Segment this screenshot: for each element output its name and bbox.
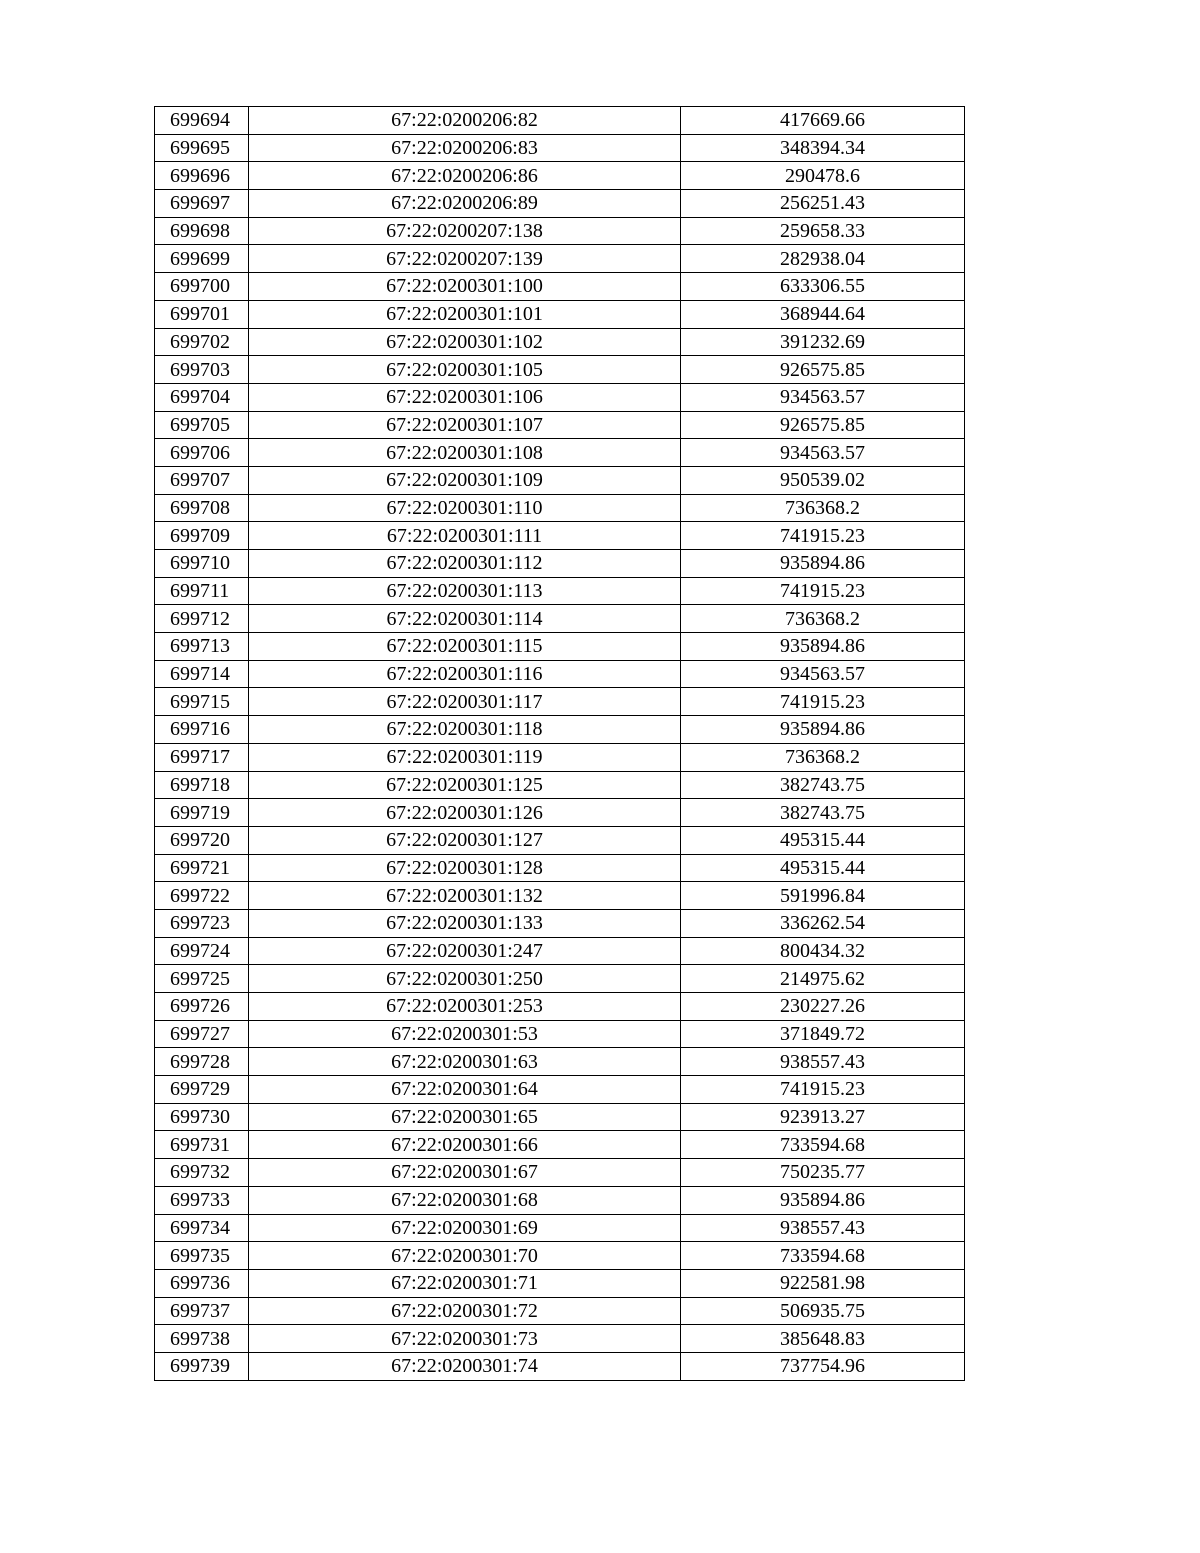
table-body (155, 107, 965, 1381)
value-cell: 741915.23 (681, 1076, 965, 1104)
cadastral-number-cell: 67:22:0200301:106 (249, 383, 681, 411)
table-row (155, 965, 965, 993)
cadastral-number-cell: 67:22:0200301:108 (249, 439, 681, 467)
cadastral-number-cell: 67:22:0200301:126 (249, 799, 681, 827)
row-number-cell: 699732 (155, 1159, 249, 1187)
cadastral-number-cell: 67:22:0200301:112 (249, 550, 681, 578)
value-cell: 934563.57 (681, 660, 965, 688)
row-number-cell: 699711 (155, 577, 249, 605)
cadastral-number-cell: 67:22:0200206:83 (249, 134, 681, 162)
table-row (155, 826, 965, 854)
cadastral-number-cell: 67:22:0200301:72 (249, 1297, 681, 1325)
row-number-cell: 699714 (155, 660, 249, 688)
cadastral-number-cell: 67:22:0200301:102 (249, 328, 681, 356)
value-cell: 214975.62 (681, 965, 965, 993)
row-number-cell: 699708 (155, 494, 249, 522)
row-number-cell: 699696 (155, 162, 249, 190)
table-row (155, 854, 965, 882)
table-row (155, 688, 965, 716)
value-cell: 741915.23 (681, 522, 965, 550)
table-row (155, 466, 965, 494)
value-cell: 800434.32 (681, 937, 965, 965)
cadastral-number-cell: 67:22:0200301:125 (249, 771, 681, 799)
value-cell: 733594.68 (681, 1131, 965, 1159)
value-cell: 495315.44 (681, 826, 965, 854)
data-table (154, 106, 965, 1381)
value-cell: 938557.43 (681, 1214, 965, 1242)
table-row (155, 716, 965, 744)
row-number-cell: 699715 (155, 688, 249, 716)
value-cell: 382743.75 (681, 771, 965, 799)
table-row (155, 1297, 965, 1325)
value-cell: 733594.68 (681, 1242, 965, 1270)
cadastral-number-cell: 67:22:0200301:119 (249, 743, 681, 771)
row-number-cell: 699700 (155, 273, 249, 301)
row-number-cell: 699727 (155, 1020, 249, 1048)
cadastral-number-cell: 67:22:0200301:116 (249, 660, 681, 688)
cadastral-number-cell: 67:22:0200301:132 (249, 882, 681, 910)
value-cell: 950539.02 (681, 466, 965, 494)
table-row (155, 882, 965, 910)
cadastral-number-cell: 67:22:0200301:101 (249, 300, 681, 328)
cadastral-number-cell: 67:22:0200301:73 (249, 1325, 681, 1353)
row-number-cell: 699712 (155, 605, 249, 633)
value-cell: 230227.26 (681, 993, 965, 1021)
table-row (155, 993, 965, 1021)
value-cell: 256251.43 (681, 190, 965, 218)
value-cell: 926575.85 (681, 356, 965, 384)
cadastral-number-cell: 67:22:0200301:247 (249, 937, 681, 965)
row-number-cell: 699728 (155, 1048, 249, 1076)
cadastral-number-cell: 67:22:0200301:71 (249, 1269, 681, 1297)
row-number-cell: 699738 (155, 1325, 249, 1353)
table-row (155, 1048, 965, 1076)
table-row (155, 1269, 965, 1297)
row-number-cell: 699703 (155, 356, 249, 384)
table-row (155, 134, 965, 162)
table-row (155, 494, 965, 522)
table-row (155, 660, 965, 688)
cadastral-number-cell: 67:22:0200301:65 (249, 1103, 681, 1131)
table-row (155, 743, 965, 771)
table-row (155, 1103, 965, 1131)
value-cell: 926575.85 (681, 411, 965, 439)
table-row (155, 1159, 965, 1187)
cadastral-number-cell: 67:22:0200301:67 (249, 1159, 681, 1187)
cadastral-number-cell: 67:22:0200206:89 (249, 190, 681, 218)
row-number-cell: 699735 (155, 1242, 249, 1270)
row-number-cell: 699717 (155, 743, 249, 771)
cadastral-number-cell: 67:22:0200301:115 (249, 633, 681, 661)
cadastral-number-cell: 67:22:0200301:110 (249, 494, 681, 522)
table-row (155, 439, 965, 467)
row-number-cell: 699694 (155, 107, 249, 135)
table-row (155, 1020, 965, 1048)
row-number-cell: 699710 (155, 550, 249, 578)
cadastral-number-cell: 67:22:0200207:139 (249, 245, 681, 273)
table-row (155, 411, 965, 439)
row-number-cell: 699705 (155, 411, 249, 439)
table-row (155, 550, 965, 578)
row-number-cell: 699706 (155, 439, 249, 467)
row-number-cell: 699719 (155, 799, 249, 827)
row-number-cell: 699736 (155, 1269, 249, 1297)
value-cell: 633306.55 (681, 273, 965, 301)
cadastral-number-cell: 67:22:0200301:107 (249, 411, 681, 439)
row-number-cell: 699733 (155, 1186, 249, 1214)
row-number-cell: 699704 (155, 383, 249, 411)
table-row (155, 300, 965, 328)
table-row (155, 522, 965, 550)
cadastral-number-cell: 67:22:0200301:109 (249, 466, 681, 494)
cadastral-number-cell: 67:22:0200301:68 (249, 1186, 681, 1214)
value-cell: 259658.33 (681, 217, 965, 245)
cadastral-number-cell: 67:22:0200301:66 (249, 1131, 681, 1159)
table-row (155, 1214, 965, 1242)
value-cell: 935894.86 (681, 550, 965, 578)
cadastral-number-cell: 67:22:0200301:118 (249, 716, 681, 744)
row-number-cell: 699739 (155, 1352, 249, 1380)
cadastral-number-cell: 67:22:0200301:111 (249, 522, 681, 550)
cadastral-number-cell: 67:22:0200301:53 (249, 1020, 681, 1048)
table-row (155, 1186, 965, 1214)
value-cell: 336262.54 (681, 909, 965, 937)
value-cell: 922581.98 (681, 1269, 965, 1297)
row-number-cell: 699729 (155, 1076, 249, 1104)
value-cell: 290478.6 (681, 162, 965, 190)
row-number-cell: 699716 (155, 716, 249, 744)
row-number-cell: 699723 (155, 909, 249, 937)
row-number-cell: 699699 (155, 245, 249, 273)
value-cell: 506935.75 (681, 1297, 965, 1325)
table-row (155, 937, 965, 965)
value-cell: 591996.84 (681, 882, 965, 910)
table-row (155, 356, 965, 384)
value-cell: 348394.34 (681, 134, 965, 162)
table-row (155, 190, 965, 218)
table-row (155, 217, 965, 245)
row-number-cell: 699720 (155, 826, 249, 854)
cadastral-number-cell: 67:22:0200206:82 (249, 107, 681, 135)
cadastral-number-cell: 67:22:0200301:64 (249, 1076, 681, 1104)
value-cell: 741915.23 (681, 688, 965, 716)
cadastral-number-cell: 67:22:0200301:114 (249, 605, 681, 633)
value-cell: 923913.27 (681, 1103, 965, 1131)
table-row (155, 1076, 965, 1104)
cadastral-number-cell: 67:22:0200301:253 (249, 993, 681, 1021)
value-cell: 382743.75 (681, 799, 965, 827)
row-number-cell: 699731 (155, 1131, 249, 1159)
value-cell: 736368.2 (681, 494, 965, 522)
value-cell: 938557.43 (681, 1048, 965, 1076)
value-cell: 935894.86 (681, 716, 965, 744)
cadastral-number-cell: 67:22:0200301:63 (249, 1048, 681, 1076)
value-cell: 736368.2 (681, 743, 965, 771)
cadastral-number-cell: 67:22:0200301:127 (249, 826, 681, 854)
value-cell: 371849.72 (681, 1020, 965, 1048)
table-row (155, 1131, 965, 1159)
table-row (155, 245, 965, 273)
value-cell: 385648.83 (681, 1325, 965, 1353)
cadastral-number-cell: 67:22:0200301:250 (249, 965, 681, 993)
table-row (155, 383, 965, 411)
value-cell: 750235.77 (681, 1159, 965, 1187)
value-cell: 417669.66 (681, 107, 965, 135)
table-row (155, 577, 965, 605)
cadastral-number-cell: 67:22:0200301:69 (249, 1214, 681, 1242)
table-row (155, 909, 965, 937)
value-cell: 391232.69 (681, 328, 965, 356)
cadastral-number-cell: 67:22:0200301:128 (249, 854, 681, 882)
row-number-cell: 699697 (155, 190, 249, 218)
value-cell: 368944.64 (681, 300, 965, 328)
value-cell: 934563.57 (681, 383, 965, 411)
table-row (155, 328, 965, 356)
row-number-cell: 699721 (155, 854, 249, 882)
value-cell: 736368.2 (681, 605, 965, 633)
value-cell: 495315.44 (681, 854, 965, 882)
table-row (155, 799, 965, 827)
cadastral-number-cell: 67:22:0200207:138 (249, 217, 681, 245)
cadastral-number-cell: 67:22:0200301:113 (249, 577, 681, 605)
table-row (155, 1242, 965, 1270)
table-row (155, 162, 965, 190)
row-number-cell: 699725 (155, 965, 249, 993)
value-cell: 282938.04 (681, 245, 965, 273)
cadastral-number-cell: 67:22:0200301:133 (249, 909, 681, 937)
table-row (155, 633, 965, 661)
cadastral-number-cell: 67:22:0200206:86 (249, 162, 681, 190)
row-number-cell: 699734 (155, 1214, 249, 1242)
table-row (155, 107, 965, 135)
row-number-cell: 699713 (155, 633, 249, 661)
row-number-cell: 699730 (155, 1103, 249, 1131)
value-cell: 737754.96 (681, 1352, 965, 1380)
table-row (155, 1325, 965, 1353)
value-cell: 741915.23 (681, 577, 965, 605)
table-row (155, 605, 965, 633)
row-number-cell: 699709 (155, 522, 249, 550)
row-number-cell: 699737 (155, 1297, 249, 1325)
row-number-cell: 699722 (155, 882, 249, 910)
table-row (155, 273, 965, 301)
cadastral-number-cell: 67:22:0200301:70 (249, 1242, 681, 1270)
row-number-cell: 699701 (155, 300, 249, 328)
table-row (155, 771, 965, 799)
table-row (155, 1352, 965, 1380)
row-number-cell: 699726 (155, 993, 249, 1021)
row-number-cell: 699695 (155, 134, 249, 162)
value-cell: 935894.86 (681, 1186, 965, 1214)
cadastral-number-cell: 67:22:0200301:100 (249, 273, 681, 301)
row-number-cell: 699702 (155, 328, 249, 356)
cadastral-number-cell: 67:22:0200301:105 (249, 356, 681, 384)
value-cell: 935894.86 (681, 633, 965, 661)
row-number-cell: 699698 (155, 217, 249, 245)
row-number-cell: 699718 (155, 771, 249, 799)
cadastral-number-cell: 67:22:0200301:74 (249, 1352, 681, 1380)
cadastral-number-cell: 67:22:0200301:117 (249, 688, 681, 716)
row-number-cell: 699724 (155, 937, 249, 965)
row-number-cell: 699707 (155, 466, 249, 494)
value-cell: 934563.57 (681, 439, 965, 467)
